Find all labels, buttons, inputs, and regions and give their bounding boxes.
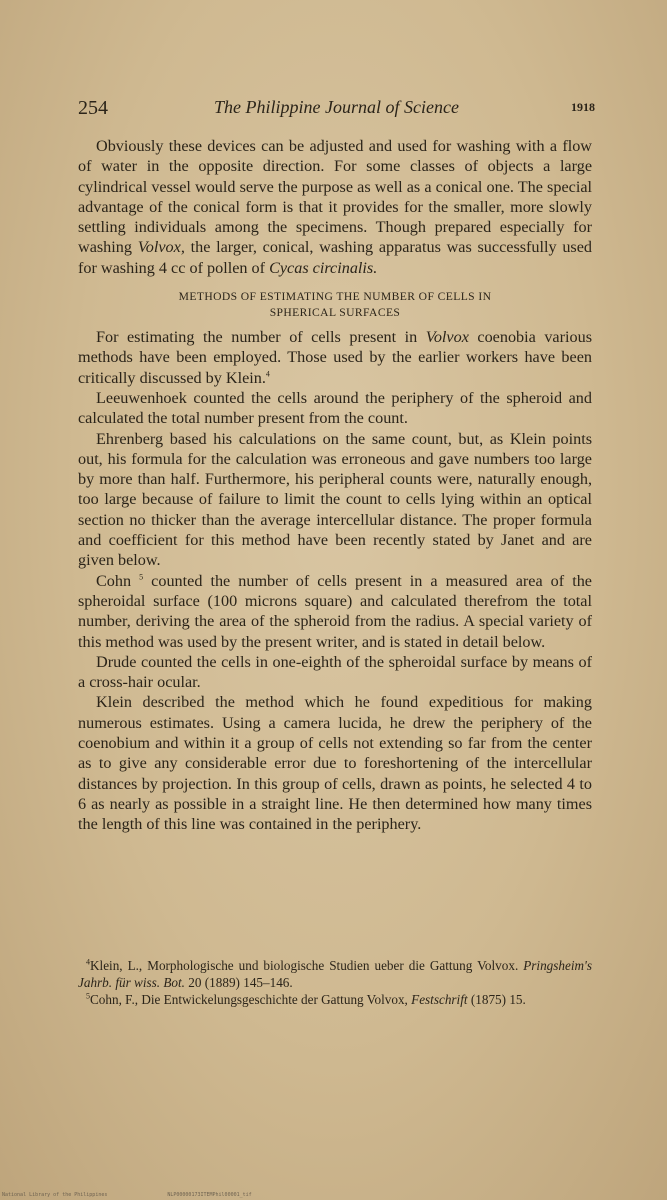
footnotes [78, 958, 592, 1008]
article-body [78, 136, 592, 835]
footnote-marker: 4 [86, 957, 90, 967]
paragraph-methods-intro [78, 327, 592, 388]
journal-title: The Philippine Journal of Science [214, 97, 459, 117]
footer-file-id: NLP00000173ITEMPhil00001_tif [167, 1192, 252, 1198]
italic-run: Volvox, [137, 238, 185, 257]
paragraph-cohn [78, 571, 592, 652]
footnote-5 [78, 992, 592, 1009]
text-run: Cohn [96, 571, 140, 590]
italic-run: Cycas circinalis. [269, 258, 378, 277]
italic-run: Pringsheim's Jahrb. für wiss. Bot. [78, 958, 592, 990]
text-run: Cohn, F., Die Entwickelungsgeschichte der Gattung Volvox, [90, 991, 412, 1007]
section-heading-line: SPHERICAL SURFACES [269, 306, 401, 320]
paragraph-leeuwenhoek: Leeuwenhoek counted the cells around the periphery of the spheroid and calculated the total number present from the count. [78, 388, 592, 428]
footer-library: National Library of the Philippines [2, 1192, 108, 1198]
paragraph-ehrenberg: Ehrenberg based his calculations on the same count, but, as Klein points out, his formula for the calculation was erroneous and gave numbers too large by more than half. Furthermore, his peripheral counts were, naturally enough, too large because of failure to limit the count to cells lying within an optical section no thicker than the average intercellular distance. The proper formula and coefficient for this method have been recently stated by Janet and are given below. [78, 429, 592, 570]
scan-footer [2, 1192, 312, 1198]
text-run: (1875) 15. [467, 991, 526, 1007]
italic-run: Festschrift [411, 991, 468, 1007]
paragraph-klein: Klein described the method which he found expeditious for making numerous estimates. Using a camera lucida, he drew the periphery of the coenobium and within it a group of cells not extending so far from the center as to give any considerable error due to foreshortening of the intercellular distances by projection. In this group of cells, drawn as points, he selected 4 to 6 as nearly as possible in a straight line. He then determined how many times the length of this line was contained in the periphery. [78, 693, 592, 834]
text-run: Klein, L., Morphologische und biologische Studien ueber die Gattung Volvox. [90, 958, 524, 973]
paragraph-drude: Drude counted the cells in one-eighth of the spheroidal surface by means of a cross-hair ocular. [78, 652, 592, 692]
paragraph-washing [78, 136, 592, 278]
text-run: counted the number of cells present in a measured area of the spheroidal surface (100 microns square) and calculated therefrom the total number, deriving the area of the spheroid from the radius. A special variety of this method was used by the present writer, and is stated in detail below. [78, 571, 592, 651]
page-number: 254 [78, 97, 108, 119]
footnote-ref: 4 [265, 369, 270, 379]
footnote-4 [78, 958, 592, 992]
section-heading [78, 289, 592, 321]
text-run: coenobia various methods have been employed. Those used by the earlier workers have been critically discussed by Klein. [78, 328, 592, 387]
running-header [78, 97, 595, 121]
footnote-ref: 5 [139, 572, 144, 582]
italic-run: Volvox [425, 328, 469, 347]
section-heading-line: METHODS OF ESTIMATING THE NUMBER OF CELLS IN [178, 290, 492, 304]
text-run: For estimating the number of cells present in [96, 328, 426, 347]
text-run: the larger, conical, washing apparatus was successfully used for washing 4 cc of pollen of [78, 238, 593, 277]
header-year: 1918 [571, 100, 595, 114]
text-run: 20 (1889) 145–146. [184, 974, 293, 990]
footnote-marker: 5 [86, 991, 90, 1001]
text-run: Obviously these devices can be adjusted and used for washing with a flow of water in the opposite direction. For some classes of objects a large cylindrical vessel would serve the purpose as well as a conical one. The special advantage of the conical form is that it provides for the smaller, more slowly settling individuals among the specimens. Though prepared especially for washing [78, 137, 592, 257]
